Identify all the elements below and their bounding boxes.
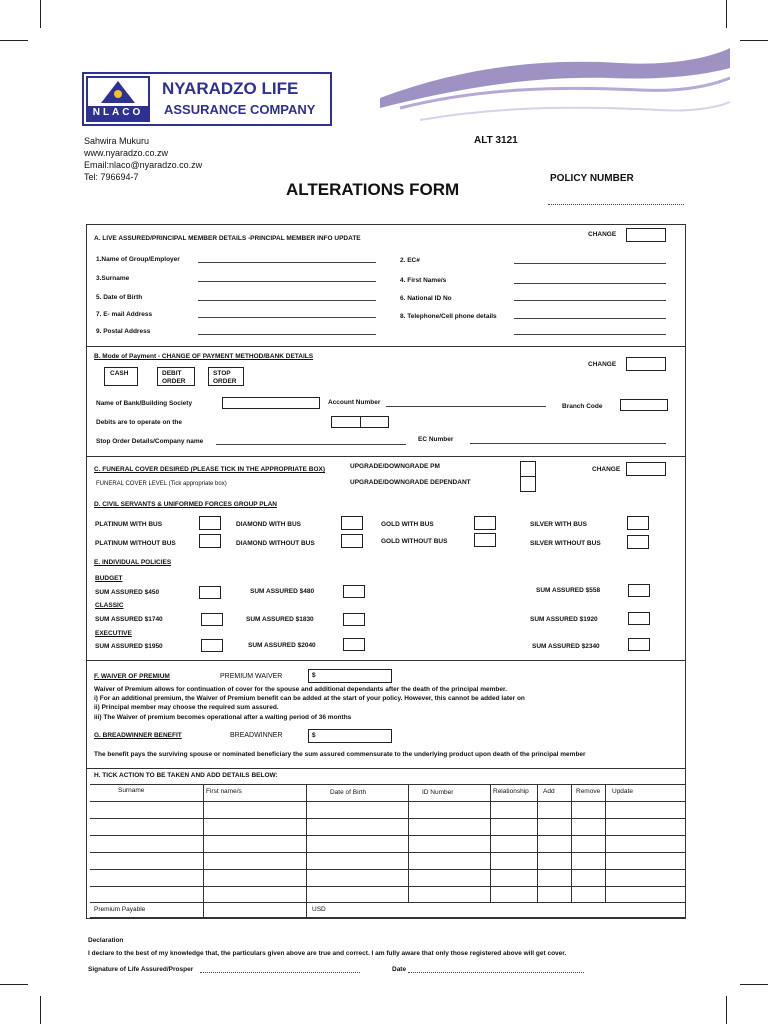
field-extra[interactable]	[514, 334, 666, 335]
logo-emblem	[86, 76, 150, 122]
section-h-heading: H. TICK ACTION TO BE TAKEN AND ADD DETAILS BELOW:	[94, 772, 278, 779]
signature-field[interactable]	[200, 972, 360, 973]
budget-label: BUDGET	[95, 575, 123, 582]
section-b-heading: B. Mode of Payment - CHANGE OF PAYMENT METHOD/BANK DETAILS	[94, 353, 314, 360]
company-website: www.nyaradzo.co.zw	[84, 148, 169, 158]
declaration-heading: Declaration	[88, 937, 124, 944]
ec-number-label: EC Number	[418, 436, 454, 443]
field-nationalid-label: 6. National ID No	[400, 295, 452, 302]
table-col-line	[605, 784, 606, 902]
plan-platinum-nobus-box[interactable]	[199, 534, 221, 548]
table-col-line	[537, 784, 538, 902]
bank-input[interactable]	[222, 397, 320, 409]
usd-label: USD	[312, 906, 326, 913]
executive-2040-box[interactable]	[343, 638, 365, 651]
crop-mark	[40, 996, 41, 1024]
details-table	[90, 784, 686, 919]
debits-label: Debits are to operate on the	[96, 419, 182, 426]
plan-diamond-nobus-label: DIAMOND WITHOUT BUS	[236, 540, 315, 547]
crop-mark	[740, 984, 768, 985]
classic-1740-label: SUM ASSURED $1740	[95, 616, 163, 623]
crop-mark	[726, 996, 727, 1024]
breadwinner-input[interactable]: $	[308, 729, 392, 743]
field-dob[interactable]	[198, 300, 376, 301]
field-email[interactable]	[198, 317, 376, 318]
upgrade-pm-box[interactable]	[520, 461, 536, 477]
section-divider	[86, 768, 686, 769]
plan-platinum-bus-box[interactable]	[199, 516, 221, 530]
table-col-line	[490, 784, 491, 902]
logo-text: NLACO	[88, 106, 148, 120]
field-email-label: 7. E- mail Address	[96, 311, 153, 318]
plan-silver-bus-label: SILVER WITH BUS	[530, 521, 587, 528]
field-postal-label: 9. Postal Address	[96, 328, 151, 335]
field-surname[interactable]	[198, 281, 376, 282]
plan-gold-nobus-box[interactable]	[474, 533, 496, 547]
signature-label: Signature of Life Assured/Prosper	[88, 966, 194, 973]
date-field[interactable]	[408, 972, 584, 973]
stop-order-label: Stop Order Details/Company name	[96, 438, 204, 445]
payment-stop-order[interactable]: STOP ORDER	[208, 367, 244, 386]
field-firstname-label: 4. First Name/s	[400, 277, 447, 284]
executive-label: EXECUTIVE	[95, 630, 132, 637]
page-title: ALTERATIONS FORM	[286, 180, 460, 199]
plan-silver-bus-box[interactable]	[627, 516, 649, 530]
field-ec-label: 2. EC#	[400, 257, 420, 264]
budget-558-box[interactable]	[628, 584, 650, 597]
col-id: ID Number	[422, 789, 454, 796]
budget-480-label: SUM ASSURED $480	[250, 588, 315, 595]
premium-waiver-input[interactable]: $	[308, 669, 392, 683]
classic-1920-box[interactable]	[628, 612, 650, 625]
crop-mark	[40, 0, 41, 28]
executive-2340-box[interactable]	[628, 638, 650, 651]
declaration-text: I declare to the best of my knowledge that, the particulars given above are true and correct. I am fully aware that only those registered above will get cover.	[88, 950, 567, 957]
field-telephone-label: 8. Telephone/Cell phone details	[400, 313, 497, 320]
table-col-line	[571, 784, 572, 902]
company-name: NYARADZO LIFE	[162, 79, 299, 98]
col-relationship: Relationship	[493, 788, 529, 795]
ec-number-input[interactable]	[470, 443, 666, 444]
upgrade-pm-label: UPGRADE/DOWNGRADE PM	[350, 463, 440, 470]
field-employer-label: 1.Name of Group/Employer	[96, 256, 180, 263]
policy-number-field[interactable]	[548, 204, 684, 205]
budget-450-box[interactable]	[199, 586, 221, 599]
branch-label: Branch Code	[562, 403, 603, 410]
company-logo	[82, 72, 332, 126]
field-telephone[interactable]	[514, 318, 666, 319]
policy-number-label: POLICY NUMBER	[550, 173, 634, 184]
table-row-line	[90, 852, 686, 853]
table-row-line	[90, 835, 686, 836]
table-row-line	[90, 902, 686, 903]
plan-gold-bus-label: GOLD WITH BUS	[381, 521, 434, 528]
change-box-c[interactable]	[626, 462, 666, 476]
crop-mark	[726, 0, 727, 28]
stop-order-input[interactable]	[216, 444, 406, 445]
field-firstname[interactable]	[514, 283, 666, 284]
breadwinner-text: The benefit pays the surviving spouse or nominated beneficiary the sum assured commensurate to the underlying product upon death of the principal member	[94, 751, 586, 758]
classic-label: CLASSIC	[95, 602, 124, 609]
field-nationalid[interactable]	[514, 300, 666, 301]
crop-mark	[0, 40, 28, 41]
waiver-text-3: ii) Principal member may choose the required sum assured.	[94, 704, 279, 711]
field-surname-label: 3.Surname	[96, 275, 130, 282]
classic-1830-label: SUM ASSURED $1830	[246, 616, 314, 623]
field-postal[interactable]	[198, 334, 376, 335]
section-g-heading: G. BREADWINNER BENEFIT	[94, 732, 182, 739]
col-remove: Remove	[576, 788, 601, 795]
section-a-heading: A. LIVE ASSURED/PRINCIPAL MEMBER DETAILS -PRINCIPAL MEMBER INFO UPDATE	[94, 235, 361, 242]
plan-diamond-bus-box[interactable]	[341, 516, 363, 530]
table-col-line	[203, 784, 204, 917]
change-label-a: CHANGE	[588, 231, 617, 238]
plan-platinum-nobus-label: PLATINUM WITHOUT BUS	[95, 540, 176, 547]
section-divider	[86, 346, 686, 347]
field-employer[interactable]	[198, 262, 376, 263]
company-email: Email:nlaco@nyaradzo.co.zw	[84, 160, 203, 170]
field-ec[interactable]	[514, 263, 666, 264]
plan-gold-bus-box[interactable]	[474, 516, 496, 530]
waiver-text-2: i) For an additional premium, the Waiver of Premium benefit can be added at the start of your policy. However, this cannot be added later on	[94, 695, 525, 702]
executive-2040-label: SUM ASSURED $2040	[248, 642, 316, 649]
plan-diamond-bus-label: DIAMOND WITH BUS	[236, 521, 301, 528]
plan-silver-nobus-box[interactable]	[627, 535, 649, 549]
field-dob-label: 5. Date of Birth	[96, 294, 143, 301]
company-address: Sahwira Mukuru	[84, 136, 150, 146]
company-tel: Tel: 796694-7	[84, 172, 139, 182]
plan-diamond-nobus-box[interactable]	[341, 534, 363, 548]
classic-1830-box[interactable]	[343, 613, 365, 626]
upgrade-dep-box[interactable]	[520, 476, 536, 492]
section-f-heading: F. WAIVER OF PREMIUM	[94, 673, 170, 680]
payment-debit-order[interactable]: DEBIT ORDER	[157, 367, 195, 386]
col-surname: Surname	[118, 787, 145, 794]
change-box-b[interactable]	[626, 357, 666, 371]
change-label-c: CHANGE	[592, 466, 621, 473]
change-label-b: CHANGE	[588, 361, 617, 368]
waiver-text-1: Waiver of Premium allows for continuation of cover for the spouse and additional dependants after the death of the principal member.	[94, 686, 507, 693]
table-col-line	[306, 784, 307, 917]
plan-silver-nobus-label: SILVER WITHOUT BUS	[530, 540, 601, 547]
plan-platinum-bus-label: PLATINUM WITH BUS	[95, 521, 163, 528]
col-dob: Date of Birth	[330, 789, 367, 796]
section-divider	[86, 660, 686, 661]
executive-1950-box[interactable]	[201, 639, 223, 652]
company-name-sub: ASSURANCE COMPANY	[164, 102, 316, 117]
plan-gold-nobus-label: GOLD WITHOUT BUS	[381, 538, 448, 545]
bank-label: Name of Bank/Building Society	[96, 400, 193, 407]
crop-mark	[740, 40, 768, 41]
table-row-line	[90, 869, 686, 870]
account-label: Account Number	[328, 399, 381, 406]
section-c-heading: C. FUNERAL COVER DESIRED (PLEASE TICK IN THE APPROPRIATE BOX)	[94, 466, 326, 473]
col-firstname: First name/s	[206, 788, 242, 795]
table-row-line	[90, 917, 686, 918]
section-divider	[86, 456, 686, 457]
premium-waiver-label: PREMIUM WAIVER	[220, 673, 283, 680]
pyramid-icon	[88, 78, 148, 106]
crop-mark	[0, 984, 28, 985]
waiver-text-4: iii) The Waiver of premium becomes operational after a waiting period of 36 months	[94, 714, 352, 721]
section-d-heading: D. CIVIL SERVANTS & UNIFORMED FORCES GROUP PLAN	[94, 501, 277, 508]
budget-450-label: SUM ASSURED $450	[95, 589, 160, 596]
executive-2340-label: SUM ASSURED $2340	[532, 643, 600, 650]
section-c-sub: FUNERAL COVER LEVEL (Tick appropriate box)	[96, 481, 227, 487]
budget-558-label: SUM ASSURED $558	[536, 587, 601, 594]
breadwinner-label: BREADWINNER	[230, 732, 283, 739]
payment-cash[interactable]: CASH	[104, 367, 138, 386]
swoosh-decoration	[380, 28, 730, 138]
table-row-line	[90, 886, 686, 887]
classic-1920-label: SUM ASSURED $1920	[530, 616, 598, 623]
col-update: Update	[612, 788, 633, 795]
upgrade-dep-label: UPGRADE/DOWNGRADE DEPENDANT	[350, 479, 471, 486]
table-row-line	[90, 784, 686, 785]
branch-input[interactable]	[620, 399, 668, 411]
premium-payable-label: Premium Payable	[94, 906, 146, 913]
col-add: Add	[543, 788, 555, 795]
table-row-line	[90, 801, 686, 802]
section-e-heading: E. INDIVIDUAL POLICIES	[94, 559, 172, 566]
account-input[interactable]	[386, 406, 546, 407]
date-label: Date	[392, 966, 407, 973]
table-row-line	[90, 818, 686, 819]
budget-480-box[interactable]	[343, 585, 365, 598]
table-col-line	[408, 784, 409, 902]
classic-1740-box[interactable]	[201, 613, 223, 626]
form-code: ALT 3121	[474, 135, 518, 146]
debits-day-divider	[360, 416, 361, 428]
change-box-a[interactable]	[626, 228, 666, 242]
executive-1950-label: SUM ASSURED $1950	[95, 643, 163, 650]
